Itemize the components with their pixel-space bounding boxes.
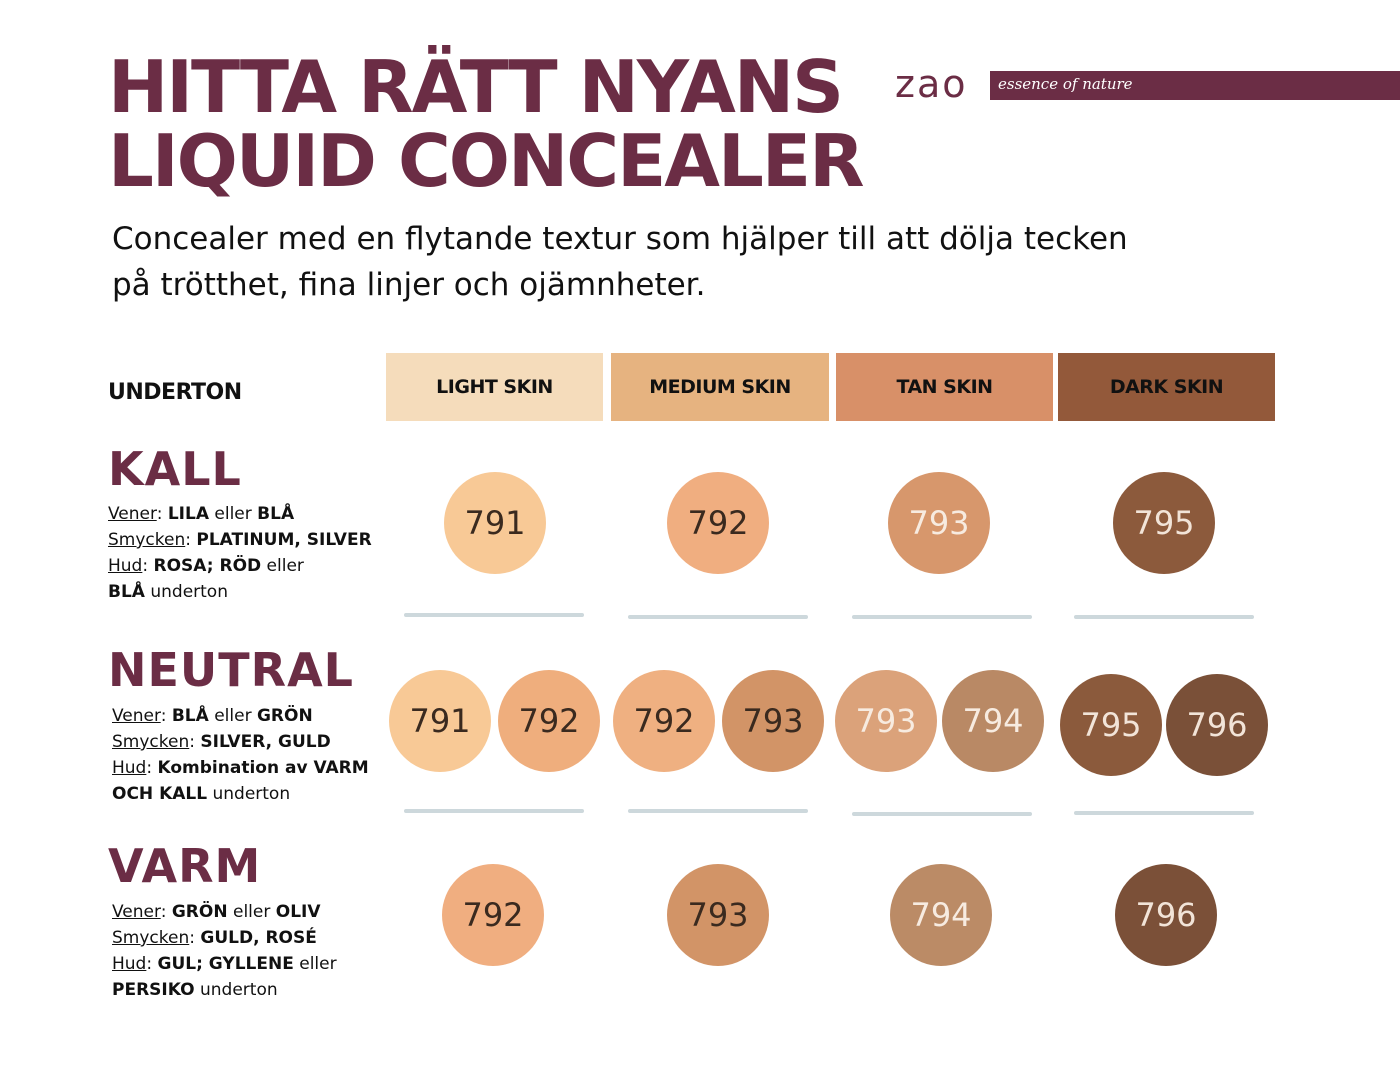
shade-swatch-kall-dark [1113,472,1215,574]
shade-swatch-neutral-tan-2 [942,670,1044,772]
shade-code: 796 [1135,896,1197,934]
shade-code: 792 [462,896,524,934]
veins-value: BLÅ [171,706,209,726]
column-header-tan-skin: TAN SKIN [836,353,1053,421]
veins-value: LILA [167,504,209,524]
skin-value: PERSIKO [112,980,195,1000]
shade-swatch-neutral-light-2 [498,670,600,772]
page-title [108,45,863,203]
undertone-suffix: underton [194,980,278,1000]
shade-code: 791 [464,504,526,542]
shade-code: 793 [855,702,917,740]
row-divider [628,615,808,619]
shade-code: 796 [1186,706,1248,744]
shade-code: 794 [910,896,972,934]
jewelry-value: SILVER, GULD [200,732,331,752]
brand-logo: zao [895,62,968,106]
row-divider [628,809,808,813]
column-header-light-skin: LIGHT SKIN [386,353,603,421]
skin-label: Hud [108,556,143,576]
jewelry-label: Smycken [112,928,190,948]
shade-swatch-varm-dark [1115,864,1217,966]
shade-swatch-neutral-dark-1 [1060,674,1162,776]
veins-value: BLÅ [257,504,295,524]
column-header-medium-skin: MEDIUM SKIN [611,353,829,421]
shade-code: 794 [962,702,1024,740]
undertone-title-neutral: NEUTRAL [108,643,354,697]
column-header-dark-skin: DARK SKIN [1058,353,1275,421]
veins-value: GRÖN [171,902,228,922]
shade-code: 793 [908,504,970,542]
shade-swatch-kall-tan [888,472,990,574]
jewelry-value: GULD, ROSÉ [200,928,317,948]
row-divider [1074,615,1254,619]
veins-value: GRÖN [256,706,313,726]
skin-value: ROSA; RÖD [153,556,262,576]
conjunction: eller [293,954,337,974]
shade-swatch-varm-medium [667,864,769,966]
shade-swatch-kall-medium [667,472,769,574]
shade-code: 792 [687,504,749,542]
row-divider [404,613,584,617]
undertone-suffix: underton [144,582,228,602]
shade-swatch-neutral-light-1 [389,670,491,772]
shade-swatch-varm-tan [890,864,992,966]
undertone-description-neutral: Vener: BLÅ eller GRÖN Smycken: SILVER, GULD Hud: Kombination av VARM OCH KALL underton [112,706,369,804]
title-line-1: HITTA RÄTT NYANS [108,45,842,129]
shade-swatch-neutral-medium-1 [613,670,715,772]
shade-code: 793 [687,896,749,934]
row-divider [852,812,1032,816]
shade-swatch-kall-light [444,472,546,574]
skin-value: BLÅ [108,582,145,602]
undertone-description-kall: Vener: LILA eller BLÅ Smycken: PLATINUM, SILVER Hud: ROSA; RÖD eller BLÅ underton [108,504,372,602]
shade-code: 795 [1080,706,1142,744]
shade-swatch-neutral-dark-2 [1166,674,1268,776]
skin-value: OCH KALL [112,784,208,804]
shade-code: 795 [1133,504,1195,542]
undertone-title-varm: VARM [108,839,262,893]
shade-code: 791 [409,702,471,740]
conjunction: eller [208,706,257,726]
jewelry-label: Smycken [112,732,190,752]
skin-value: Kombination av VARM [157,758,369,778]
title-line-2: LIQUID CONCEALER [108,119,863,203]
veins-label: Vener [108,504,157,524]
skin-value: GUL; GYLLENE [157,954,294,974]
conjunction: eller [209,504,258,524]
skin-label: Hud [112,954,147,974]
shade-code: 792 [633,702,695,740]
subtitle-line-1: Concealer med en flytande textur som hjälper till att dölja tecken [112,221,1128,257]
undertone-title-kall: KALL [108,442,242,496]
row-divider [404,809,584,813]
undertone-column-header: UNDERTON [108,380,242,405]
jewelry-label: Smycken [108,530,186,550]
shade-swatch-neutral-tan-1 [835,670,937,772]
row-divider [1074,811,1254,815]
undertone-description-varm: Vener: GRÖN eller OLIV Smycken: GULD, ROSÉ Hud: GUL; GYLLENE eller PERSIKO underton [112,902,337,1000]
skin-label: Hud [112,758,147,778]
page-subtitle [112,216,1252,308]
row-divider [852,615,1032,619]
shade-swatch-neutral-medium-2 [722,670,824,772]
shade-code: 793 [742,702,804,740]
shade-swatch-varm-light [442,864,544,966]
veins-value: OLIV [275,902,321,922]
undertone-suffix: underton [207,784,291,804]
conjunction: eller [227,902,276,922]
veins-label: Vener [112,902,161,922]
brand-tagline: essence of nature [998,75,1133,93]
veins-label: Vener [112,706,161,726]
jewelry-value: PLATINUM, SILVER [196,530,372,550]
conjunction: eller [261,556,304,576]
subtitle-line-2: på trötthet, fina linjer och ojämnheter. [112,267,706,303]
shade-code: 792 [518,702,580,740]
